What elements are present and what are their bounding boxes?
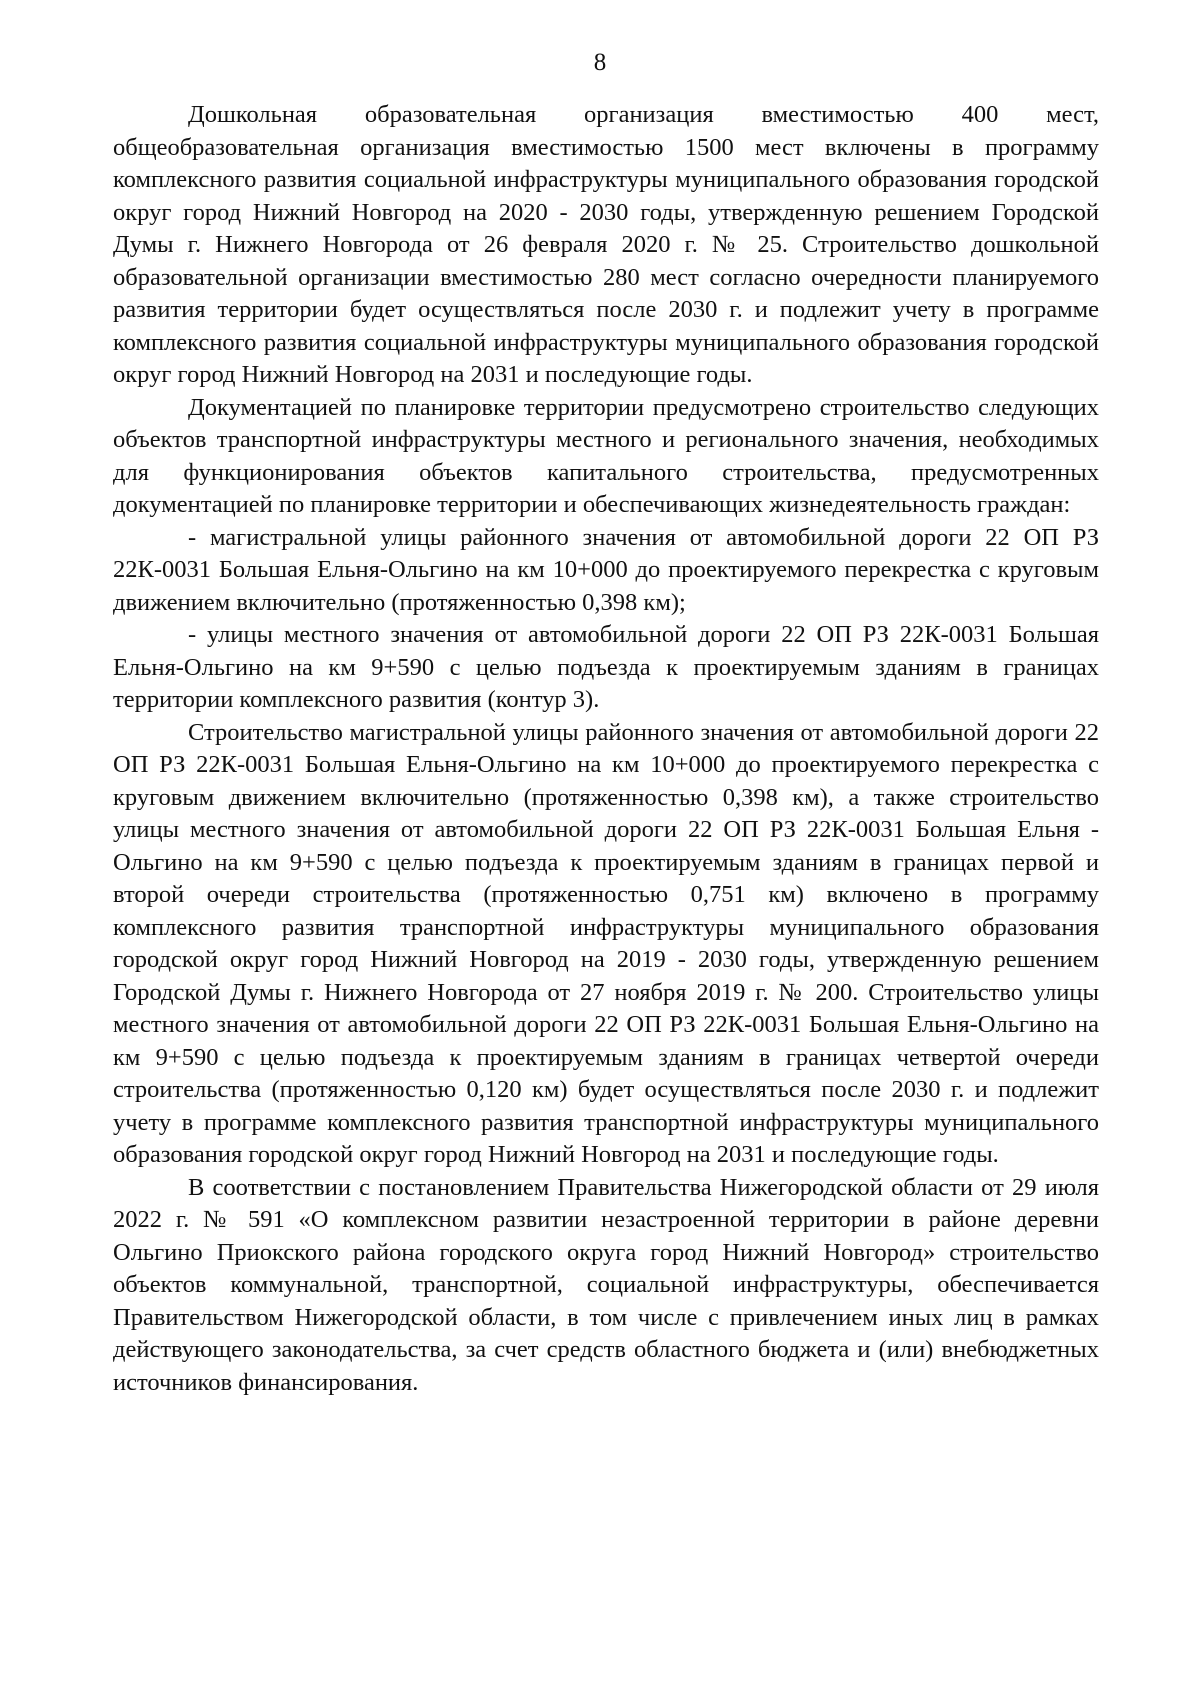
paragraph-construction-program: Строительство магистральной улицы районного значения от автомобильной дороги 22 ОП РЗ 22К-0031 Большая Ельня-Ольгино на км 10+000 до проектируемого перекрестка с круговым движением включительно (протяженностью 0,398 км), а также строительство улицы местного значения от автомобильной дороги 22 ОП РЗ 22К-0031 Большая Ельня - Ольгино на км 9+590 с целью подъезда к проектируемым зданиям в границах первой и второй очереди строительства (протяженностью 0,751 км) включено в программу комплексного развития транспортной инфраструктуры муниципального образования городской округ город Нижний Новгород на 2019 - 2030 годы, утвержденную решением Городской Думы г. Нижнего Новгорода от 27 ноября 2019 г. № 200. Строительство улицы местного значения от автомобильной дороги 22 ОП РЗ 22К-0031 Большая Ельня-Ольгино на км 9+590 с целью подъезда к проектируемым зданиям в границах четвертой очереди строительства (протяженностью 0,120 км) будет осуществляться после 2030 г. и подлежит учету в программе комплексного развития транспортной инфраструктуры муниципального образования городской округ город Нижний Новгород на 2031 и последующие годы. xyxy=(113,718,1099,1168)
list-item-local-street: - улицы местного значения от автомобильной дороги 22 ОП РЗ 22К-0031 Большая Ельня-Ольгино на км 9+590 с целью подъезда к проектируемым зданиям в границах территории комплексного развития (контур 3). xyxy=(113,621,1099,713)
paragraph-transport-intro: Документацией по планировке территории предусмотрено строительство следующих объектов транспортной инфраструктуры местного и регионального значения, необходимых для функционирования объектов капитального строительства, предусмотренных документацией по планировке территории и обеспечивающих жизнедеятельность граждан: xyxy=(113,393,1099,518)
page-number: 8 xyxy=(593,49,607,76)
list-item-arterial-street: - магистральной улицы районного значения от автомобильной дороги 22 ОП РЗ 22К-0031 Большая Ельня-Ольгино на км 10+000 до проектируемого перекрестка с круговым движением включительно (протяженностью 0,398 км); xyxy=(113,523,1099,616)
paragraph-preschool-school: Дошкольная образовательная организация вместимостью 400 мест, общеобразовательная организация вместимостью 1500 мест включены в программу комплексного развития социальной инфраструктуры муниципального образования городской округ город Нижний Новгород на 2020 - 2030 годы, утвержденную решением Городской Думы г. Нижнего Новгорода от 26 февраля 2020 г. № 25. Строительство дошкольной образовательной организации вместимостью 280 мест согласно очередности планируемого развития территории будет осуществляться после 2030 г. и подлежит учету в программе комплексного развития социальной инфраструктуры муниципального образования городской округ город Нижний Новгород на 2031 и последующие годы. xyxy=(113,101,1099,388)
document-body xyxy=(113,99,1099,1399)
paragraph-government-decree: В соответствии с постановлением Правительства Нижегородской области от 29 июля 2022 г. № 591 «О комплексном развитии незастроенной территории в районе деревни Ольгино Приокского района городского округа город Нижний Новгород» строительство объектов коммунальной, транспортной, социальной инфраструктуры, обеспечивается Правительством Нижегородской области, в том числе с привлечением иных лиц в рамках действующего законодательства, за счет средств областного бюджета и (или) внебюджетных источников финансирования. xyxy=(113,1173,1099,1396)
